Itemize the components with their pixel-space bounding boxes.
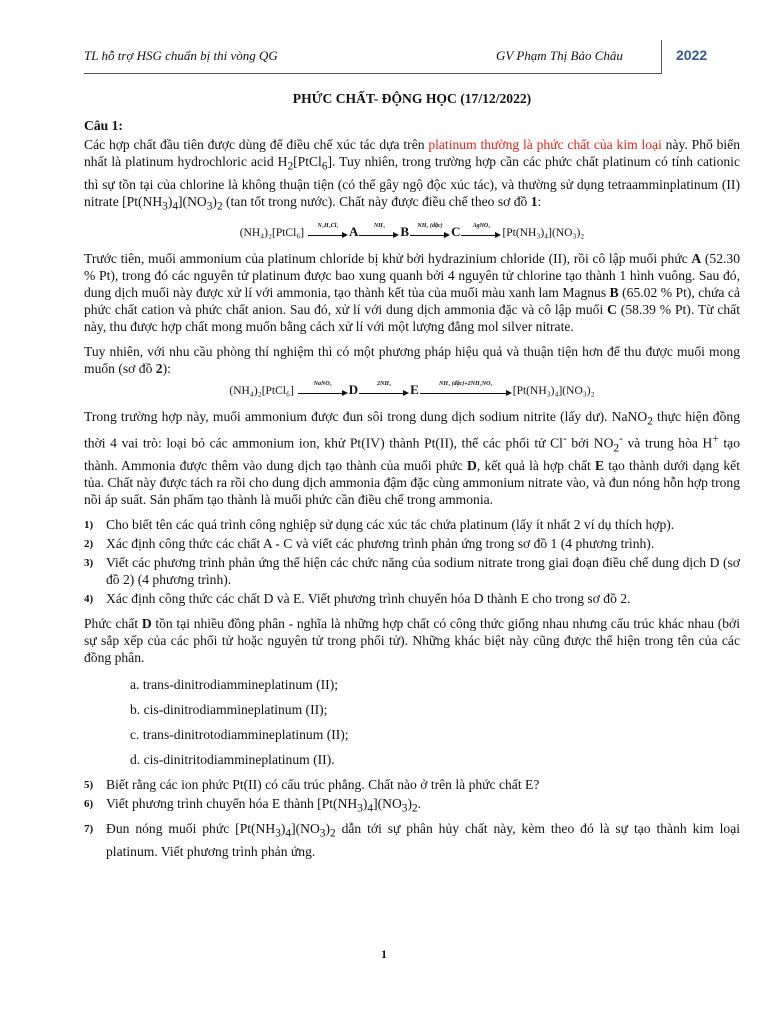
task-number: 4) — [84, 593, 94, 606]
arrow-label: NaNO₂ — [313, 380, 332, 387]
text: ) — [362, 796, 368, 812]
subscript: 2 — [329, 827, 336, 840]
task-text: Xác định công thức các chất D và E. Viết phương trình chuyển hóa D thành E cho trong sơ đồ 2. — [106, 591, 631, 607]
isomer-list — [130, 676, 740, 768]
arrow-label: NH₃ — [373, 222, 385, 229]
subscript: 2 — [647, 416, 653, 429]
text: Viết phương trình chuyển hóa E thành [Pt(NH — [106, 796, 358, 812]
task-list-1 — [84, 516, 740, 607]
scheme1-product-b: B — [400, 224, 410, 240]
isomer-item: b. cis-dinitrodiammineplatinum (II); — [130, 702, 328, 718]
scheme-ref: 2 — [155, 361, 163, 377]
compound-label: E — [594, 458, 605, 474]
arrow-label: 2NH₃ — [377, 380, 392, 387]
text: (tan tốt trong nước). Chất này được điều chế theo sơ đồ — [222, 193, 531, 209]
subscript: 4 — [367, 803, 374, 816]
arrow-label: NH₃ (đặc)+2NH₄NO₃ — [439, 380, 493, 387]
task-item — [84, 820, 740, 860]
text: ) — [212, 193, 217, 209]
text: ) — [407, 796, 412, 812]
task-text: Viết các phương trình phản ứng thể hiện các chức năng của sodium nitrate trong giai đoạn điều chế dung dịch D (sơ đồ 2) (4 phương trình). — [106, 555, 740, 588]
text: và trung hòa H — [622, 435, 713, 451]
scheme2-product-e: E — [410, 382, 419, 398]
paragraph-2 — [84, 250, 740, 335]
text: Các hợp chất đầu tiên được dùng để điều chế xúc tác dựa trên — [84, 137, 429, 152]
text: (65.02 % Pt), chứa cả phức chất cation và phức chất anion. Sau đó, xử lí với dung dịch ammonia đặc và cô lập muối — [84, 285, 740, 318]
isomer-item: c. trans-dinitrotodiammineplatinum (II); — [130, 727, 349, 743]
scheme2-arrow-3 — [420, 380, 512, 398]
document-title: PHỨC CHẤT- ĐỘNG HỌC (17/12/2022) — [292, 91, 532, 106]
task-item — [84, 795, 740, 818]
task-text: Xác định công thức các chất A - C và viết các phương trình phản ứng trong sơ đồ 1 (4 phương trình). — [106, 536, 655, 552]
subscript: 2 — [613, 442, 620, 455]
page-number: 1 — [381, 947, 387, 961]
scheme1-arrow-2 — [359, 222, 399, 240]
task-text: Biết rằng các ion phức Pt(II) có cấu trúc phẳng. Chất nào ở trên là phức chất E? — [106, 777, 540, 793]
subscript: 2 — [412, 803, 418, 816]
scheme1-arrow-1 — [308, 222, 348, 240]
scheme1-product-a: A — [349, 224, 359, 240]
document-body — [84, 90, 740, 868]
arrow-label: AgNO₃ — [472, 222, 491, 229]
task-item — [84, 776, 740, 793]
text: tạo thành dưới dạng kết tủa. Chất này được tách ra rồi cho dung dịch ammonia đậm đặc cùng ammonium nitrate vào, và đun nóng hỗn hợp trong nồi áp suất. Sản phẩm tạo thành là muối phức cần điều chế trong ammonia. — [84, 458, 740, 508]
scheme1-end: [Pt(NH₃)₄](NO₃)₂ — [502, 227, 585, 240]
subscript: 3 — [401, 803, 408, 816]
subscript: 3 — [357, 803, 363, 816]
task-item — [84, 590, 740, 607]
task-number: 5) — [84, 779, 94, 792]
header-divider — [661, 40, 662, 74]
task-number: 6) — [84, 798, 94, 811]
page-header — [84, 40, 744, 74]
header-left-text: TL hỗ trợ HSG chuẩn bị thi vòng QG — [84, 48, 278, 63]
text: dẫn tới sự phân hủy chất này, kèm theo đó là sự tạo thành kim loại platinum. Viết phương trình phản ứng. — [106, 821, 741, 859]
task-number: 1) — [84, 519, 94, 532]
text: , kết quả là hợp chất — [476, 458, 595, 474]
question-label: Câu 1: — [84, 118, 123, 133]
text: . — [417, 796, 422, 812]
highlighted-text: platinum thường là phức chất của kim loại — [428, 137, 662, 152]
subscript: 2 — [287, 160, 294, 173]
subscript: 3 — [319, 827, 326, 840]
paragraph-4 — [84, 408, 740, 508]
reaction-scheme-1 — [84, 223, 740, 242]
subscript: 4 — [285, 827, 292, 840]
text: này. Phổ biến nhất là platinum hydrochloric acid H — [84, 137, 740, 169]
subscript: 6 — [321, 160, 328, 173]
text: Trước tiên, muối ammonium của platinum chloride bị khử bởi hydrazinium chloride (II), rồi cô lập muối phức — [84, 251, 692, 267]
text: ]. Tuy nhiên, trong trường hợp cần các phức chất platinum có tính cationic thì sự tồn tại của chlorine là không thuận tiện (có thể gây ngộ độc xúc tác), và thường sử dụng tetraamminplatinum (II) nitrate [Pt(NH — [84, 154, 740, 209]
text: thực hiện đồng thời 4 vai trò: loại bỏ các ammonium ion, khử Pt(IV) thành Pt(II), thế các phối tử Cl — [84, 409, 740, 451]
scheme2-arrow-1 — [298, 380, 348, 398]
task-list-2 — [84, 776, 740, 859]
scheme2-arrow-2 — [359, 380, 409, 398]
subscript: 3 — [206, 200, 213, 213]
scheme1-arrow-4 — [461, 222, 501, 240]
isomer-item: d. cis-dinitritodiammineplatinum (II). — [130, 752, 335, 768]
reaction-scheme-2 — [84, 381, 740, 400]
text: tạo thành. Ammonia được thêm vào dung dịch tạo thành của muối phức — [84, 435, 740, 474]
arrow-label: N₂H₆Cl₂ — [317, 222, 339, 229]
text: ) — [167, 193, 173, 209]
compound-label: A — [691, 251, 702, 267]
isomer-item: a. trans-dinitrodiammineplatinum (II); — [130, 677, 339, 693]
scheme1-arrow-3 — [410, 222, 450, 240]
header-rule — [84, 73, 662, 74]
task-item — [84, 554, 740, 588]
compound-label: D — [467, 458, 477, 474]
task-number: 7) — [84, 823, 94, 836]
scheme2-start: (NH₄)₂[PtCl₆] — [229, 385, 294, 398]
paragraph-3 — [84, 343, 740, 377]
task-number: 2) — [84, 538, 94, 551]
text: : — [537, 193, 542, 209]
task-text: Cho biết tên các quá trình công nghiệp sử dụng các xúc tác chứa platinum (lấy ít nhất 2 ví dụ thích hợp). — [106, 517, 675, 533]
text: ) — [280, 821, 286, 837]
text: ) — [325, 821, 330, 837]
task-item — [84, 535, 740, 552]
text: (58.39 % Pt). Từ chất này, thu được hợp chất mong muốn bằng cách xử lí với một lượng đẳng mol silver nitrate. — [84, 302, 740, 335]
text: ): — [162, 361, 171, 377]
arrow-label: NH₃ (đặc) — [417, 222, 443, 229]
text: ](NO — [373, 796, 402, 812]
compound-label: D — [141, 616, 152, 632]
subscript: 3 — [162, 200, 168, 213]
text: [PtCl — [293, 154, 322, 169]
text: ](NO — [291, 821, 320, 837]
scheme2-end: [Pt(NH₃)₄](NO₃)₂ — [512, 385, 595, 398]
task-item — [84, 516, 740, 533]
superscript: + — [712, 433, 719, 446]
compound-label: C — [607, 302, 617, 318]
text: bởi NO — [566, 435, 614, 451]
text: Tuy nhiên, với nhu cầu phòng thí nghiệm thì có một phương pháp hiệu quả và thuận tiện hơn để thu được muối mong muốn (sơ đồ — [84, 344, 740, 377]
superscript: - — [562, 433, 567, 446]
compound-label: B — [609, 285, 619, 301]
task-number: 3) — [84, 557, 94, 570]
scheme-ref: 1 — [530, 193, 538, 209]
text: Đun nóng muối phức [Pt(NH — [106, 821, 276, 837]
subscript: 4 — [172, 200, 179, 213]
scheme2-product-d: D — [348, 382, 359, 398]
subscript: 2 — [216, 200, 223, 213]
intro-paragraph — [84, 136, 740, 215]
paragraph-5 — [84, 615, 740, 666]
subscript: 3 — [275, 827, 281, 840]
text: Trong trường hợp này, muối ammonium được đun sôi trong dung dịch sodium nitrite (lấy dư). NaNO — [84, 409, 648, 425]
header-year: 2022 — [676, 47, 708, 63]
text: (52.30 % Pt), trong đó các nguyên tử platinum được bao xung quanh bởi 4 nguyên tử chlorine tạo thành 1 hình vuông. Sau đó, dung dịch muối này được xử lí với ammonia, tạo thành kết tủa của muối màu xanh lam Magnus — [84, 251, 740, 301]
scheme1-start: (NH₄)₂[PtCl₆] — [239, 227, 305, 240]
header-author: GV Phạm Thị Bảo Châu — [496, 48, 623, 63]
superscript: - — [619, 433, 623, 446]
text: Phức chất — [84, 616, 142, 632]
text: ](NO — [178, 193, 207, 209]
text: tồn tại nhiều đồng phân - nghĩa là những hợp chất có công thức giống nhau nhưng cấu trúc khác nhau (bởi sự sắp xếp của các phối tử hoặc nguyên tử trong phối tử). Những khác biệt này cũng được thể hiện trong tên của các đồng phân. — [84, 616, 740, 666]
scheme1-product-c: C — [451, 224, 461, 240]
